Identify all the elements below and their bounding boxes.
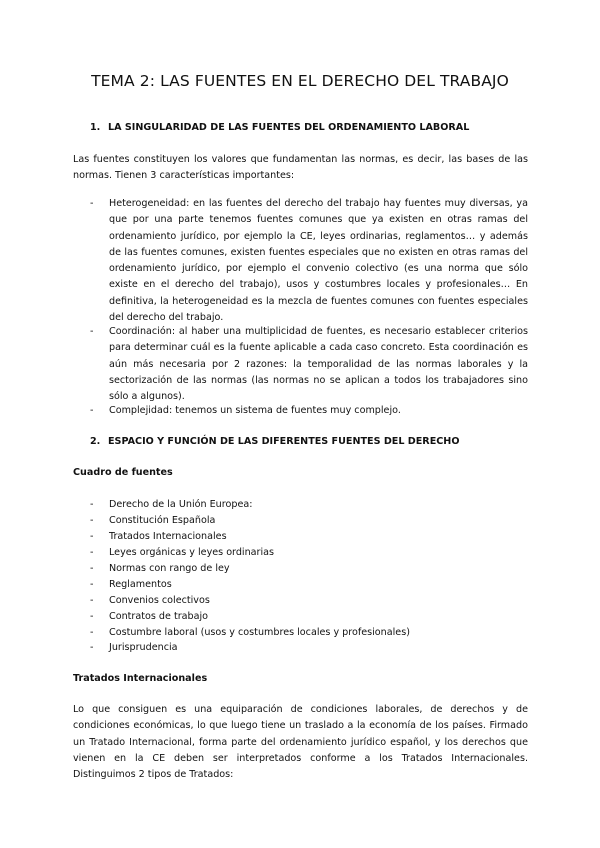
- list-dash: -: [90, 626, 94, 638]
- bullet-dash: -: [90, 405, 94, 416]
- bullet-text: Heterogeneidad: en las fuentes del derecho del trabajo hay fuentes muy diversas, ya que por una parte tenemos fuentes comunes que ya existen en otras ramas del ordenamiento jurídico, por ejemplo la CE, leyes ordinarias, reglamentos… y además de las fuentes comunes, existen fuentes especiales que no existen en otras ramas del ordenamiento jurídico, por ejemplo el convenio colectivo (es una norma que sólo existe en el derecho del trabajo), usos y costumbres locales y profesionales… En definitiva, la heterogeneidad es la mezcla de fuentes comunes con fuentes especiales del derecho del trabajo.: [109, 198, 528, 324]
- section-1-heading: [90, 122, 469, 133]
- section-2-heading: [90, 436, 459, 447]
- list-dash: -: [90, 546, 94, 558]
- list-item-text: Constitución Española: [109, 514, 216, 526]
- list-item-text: Reglamentos: [109, 578, 172, 590]
- list-dash: -: [90, 642, 94, 654]
- list-item-text: Leyes orgánicas y leyes ordinarias: [109, 546, 275, 558]
- list-item-text: Normas con rango de ley: [109, 562, 230, 574]
- list-dash: -: [90, 499, 94, 510]
- section-1-title: LA SINGULARIDAD DE LAS FUENTES DEL ORDENAMIENTO LABORAL: [108, 122, 470, 133]
- list-dash: -: [90, 562, 94, 574]
- bullet-dash: -: [90, 198, 94, 209]
- treaties-paragraph: Lo que consiguen es una equiparación de condiciones laborales, de derechos y de condiciones económicas, lo que luego tiene un traslado a la economía de los países. Firmado un Tratado Internacional, forma parte del ordenamiento jurídico español, y los derechos que vienen en la CE deben ser interpretados conforme a los Tratados Internacionales. Distinguimos 2 tipos de Tratados:: [73, 704, 528, 781]
- section-2-title: ESPACIO Y FUNCIÓN DE LAS DIFERENTES FUENTES DEL DERECHO: [108, 436, 460, 447]
- sources-table-heading: Cuadro de fuentes: [73, 467, 173, 478]
- treaties-heading: Tratados Internacionales: [73, 673, 208, 684]
- list-item-text: Convenios colectivos: [109, 594, 210, 606]
- list-dash: -: [90, 594, 94, 606]
- bullet-text: Complejidad: tenemos un sistema de fuentes muy complejo.: [109, 405, 401, 416]
- bullet-dash: -: [90, 326, 94, 337]
- list-dash: -: [90, 514, 94, 526]
- section-2-number: 2.: [90, 436, 101, 447]
- section-1-number: 1.: [90, 122, 101, 133]
- list-dash: -: [90, 578, 94, 590]
- bullet-text: Coordinación: al haber una multiplicidad de fuentes, es necesario establecer criterios para determinar cuál es la fuente aplicable a cada caso concreto. Esta coordinación es aún más necesaria por 2 razones: la temporalidad de las normas laborales y la sectorización de las normas (las normas no se aplican a todos los trabajadores sino sólo a algunos).: [109, 326, 528, 403]
- page-title: TEMA 2: LAS FUENTES EN EL DERECHO DEL TRABAJO: [91, 72, 509, 90]
- list-item-text: Costumbre laboral (usos y costumbres locales y profesionales): [109, 626, 410, 638]
- list-item-text: Contratos de trabajo: [109, 610, 209, 622]
- list-item-text: Jurisprudencia: [109, 642, 178, 654]
- list-item-text: Tratados Internacionales: [109, 530, 227, 542]
- list-dash: -: [90, 610, 94, 622]
- section-1-intro: Las fuentes constituyen los valores que fundamentan las normas, es decir, las bases de las normas. Tienen 3 características importantes:: [73, 154, 528, 182]
- list-item-text: Derecho de la Unión Europea:: [109, 499, 253, 510]
- list-dash: -: [90, 530, 94, 542]
